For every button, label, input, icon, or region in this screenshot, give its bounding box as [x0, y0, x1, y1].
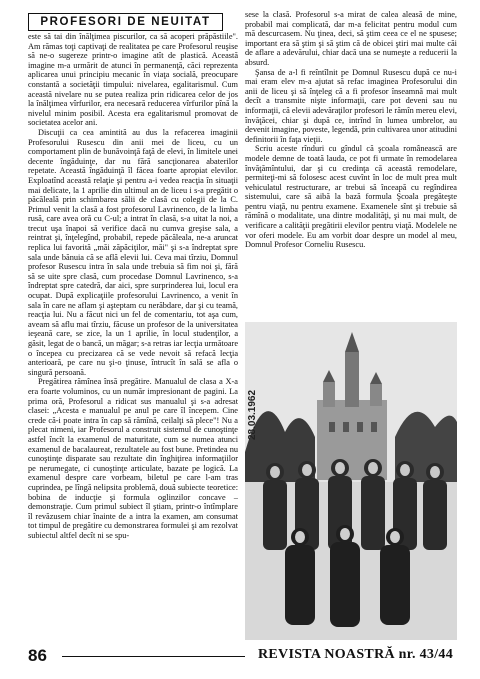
page-number: 86 [28, 646, 47, 665]
footer-divider [62, 656, 245, 657]
left-text-column [28, 32, 238, 637]
paragraph: sese la clasă. Profesorul s-a mirat de calea aleasă de mine, probabil mai complicată, dar m-a felicitat pentru modul cum mă descurcasem. Nu ţinea, deci, să ştim ceea ce el ne spusese; important era să ştim şi să ştim că de obicei ştiri mai multe căi de aflare a adevărului, chiar dacă una se numeşte a reducerii la absurd. [245, 10, 457, 67]
paragraph: Şansa de a-l fi reîntîlnit pe Domnul Rusescu după ce nu-i mai eram elev m-a ajutat să refac imaginea Profesorului din anii de liceu şi să înţeleg că a fi profesor înseamnă mai mult decît a transmite nişte informaţii, care pot deveni sau nu informaţii, că elevii adevăraţilor profesori le rămîn mereu elevi, învăţăcei, chiar şi după ce, intrînd în lumea umbrelor, au devenit imagine, poveste, legendă, prin cultivarea unor atitudini definitorii în faţa vieţii. [245, 67, 457, 144]
photo-date-stamp: 28.03.1962 [247, 389, 258, 440]
paragraph: Scriu aceste rînduri cu gîndul că şcoala românească are modele demne de toată lauda, ce pot fi urmate în remodelarea învăţămîntului, dar şi cu credinţa că această remodelare, permiteţi-mi să folosesc acest cuvînt în loc de mult prea mult vehiculatul restructurare, ar trebui să înceapă cu regîndirea sistemului, care să aibă la bază formula Şcoala pregăteşte pentru viaţă, nu pentru examene. Examenele sînt şi trebuie să rămînă o modalitate, una dintre modalităţi, şi nu mai mult, de verificare a calităţii pregătirii elevilor pentru viaţă. Modelele ne vor oferi modele. Eu am vorbit doar despre un model al meu, Domnul Profesor Corneliu Rusescu. [245, 144, 457, 250]
journal-title: REVISTA NOASTRĂ nr. 43/44 [258, 647, 453, 662]
photo-illustration [245, 322, 457, 640]
paragraph: este să tai din înălţimea piscurilor, ca să acoperi prăpăstiile". Am rămas toţi captivaţi de realitatea pe care Profesorul reuşise să ne-o sugereze printr-o imagine atît de plastică. Această imagine m-a urmărit de atunci în permanenţă, căci reprezenta aplicarea unui principiu mecanic în viaţa socială, preocupare constantă a societăţii timpului: nivelarea, egalitarismul. Cum această nivelare nu se putea realiza prin ridicarea celor de jos la înălţimea vîrfurilor, era necesară reducerea vîrfurilor pînă la nivelul minim posibil. Acesta era egalitarismul promovat de societatea acelor ani. [28, 32, 238, 128]
right-text-column [245, 10, 457, 320]
paragraph: Pregătirea rămînea însă pregătire. Manualul de clasa a X-a era foarte voluminos, cu un număr impresionant de pagini. La prima oră, Profesorul a ridicat sus manualul şi s-a adresat clasei: „Acesta e manualul pe anul pe care îl începem. Cine crede că-i poate intra în cap să rămînă, ceilalţi să plece"! Nu a plecat nimeni, iar Profesorul a construit sistemul de cunoştinţe astfel încît la examenul de maturitate, cum se numea atunci examenul de bacalaureat, rezultatele au fost bune. Pretindea nu cunoştinţe disparate sau rezultate din înghiţirea informaţiilor pe nerumegate, ci cunoştinţe articulate, bazate pe logică. La examenul despre care vorbeam, biletul pe care l-am tras cuprindea, pe lîngă nelipsita problemă, două subiecte teoretice: bobina de inducţie şi formula oglinzilor concave – demonstraţie. Cum primul subiect îl ştiam, printr-o întîmplare îl revăzusem chiar înainte de a intra la examen, am consumat tot timpul de pregătire cu demonstrarea formulei şi am rezolvat subiectul altfel decît ni se spu- [28, 377, 238, 540]
paragraph: Discuţii ca cea amintită au dus la refacerea imaginii Profesorului Rusescu din anii mei de liceu, cu un comportament plin de bunăvoinţă faţă de elevi, în limitele unei decente îngăduinţe, dar nu fără sancţionarea abaterilor repetate. Această îngăduinţă îl făcea foarte apropiat elevilor. Exploatînd această relaţie şi pentru a-i vedea reacţia în situaţii mai delicate, la 1 aprilie din ultimul an de liceu i s-a pregătit o păcăleală prin schimbarea sălii de clasă cu colegii de la C. Primul venit la clasă a fost profesorul Lavrinenco, de la limba rusă, care avea oră cu C-ul; a intrat în clasă, s-a uitat la noi, a trecut uşa înapoi să verifice dacă nu cumva greşise sala, a reintrat şi, înţelegînd, probabil, repede păcăleala, ne-a aruncat replica lui favorită „măi zăpăciţilor, măi" şi s-a îndreptat spre sala unde bănuia că se află elevii lui. Ceva mai tîrziu, Domnul profesor Rusescu intra în sala unde trebuia să fim noi şi, fără să se uite spre clasă, cum procedase Domnul Lavrinenco, s-a îndreptat spre catedră, dar aici, spre surprinderea lui, locul era ocupat. După explicaţiile profesorului Lavrinenco, a venit în sala în care ne aflam şi aşteptam cu nerăbdare, dar şi cu teamă, reacţia lui. Nu a făcut nici un fel de comentariu, tot aşa cum, aveam să aflu mai tîrziu, făcuse un profesor de la universitatea ieşeană care, se zice, la un 1 aprilie, în locul studenţilor, a găsit, legat de o bancă, un măgar; s-a retras iar lecţia următoare o începea cu precizarea că se vede nevoit să refacă lecţia anterioară, pe care nu şi-o ţinuse, întrucît în sală se afla o singură persoană. [28, 127, 238, 377]
section-header: PROFESORI DE NEUITAT [28, 13, 223, 31]
group-photo [245, 322, 457, 640]
